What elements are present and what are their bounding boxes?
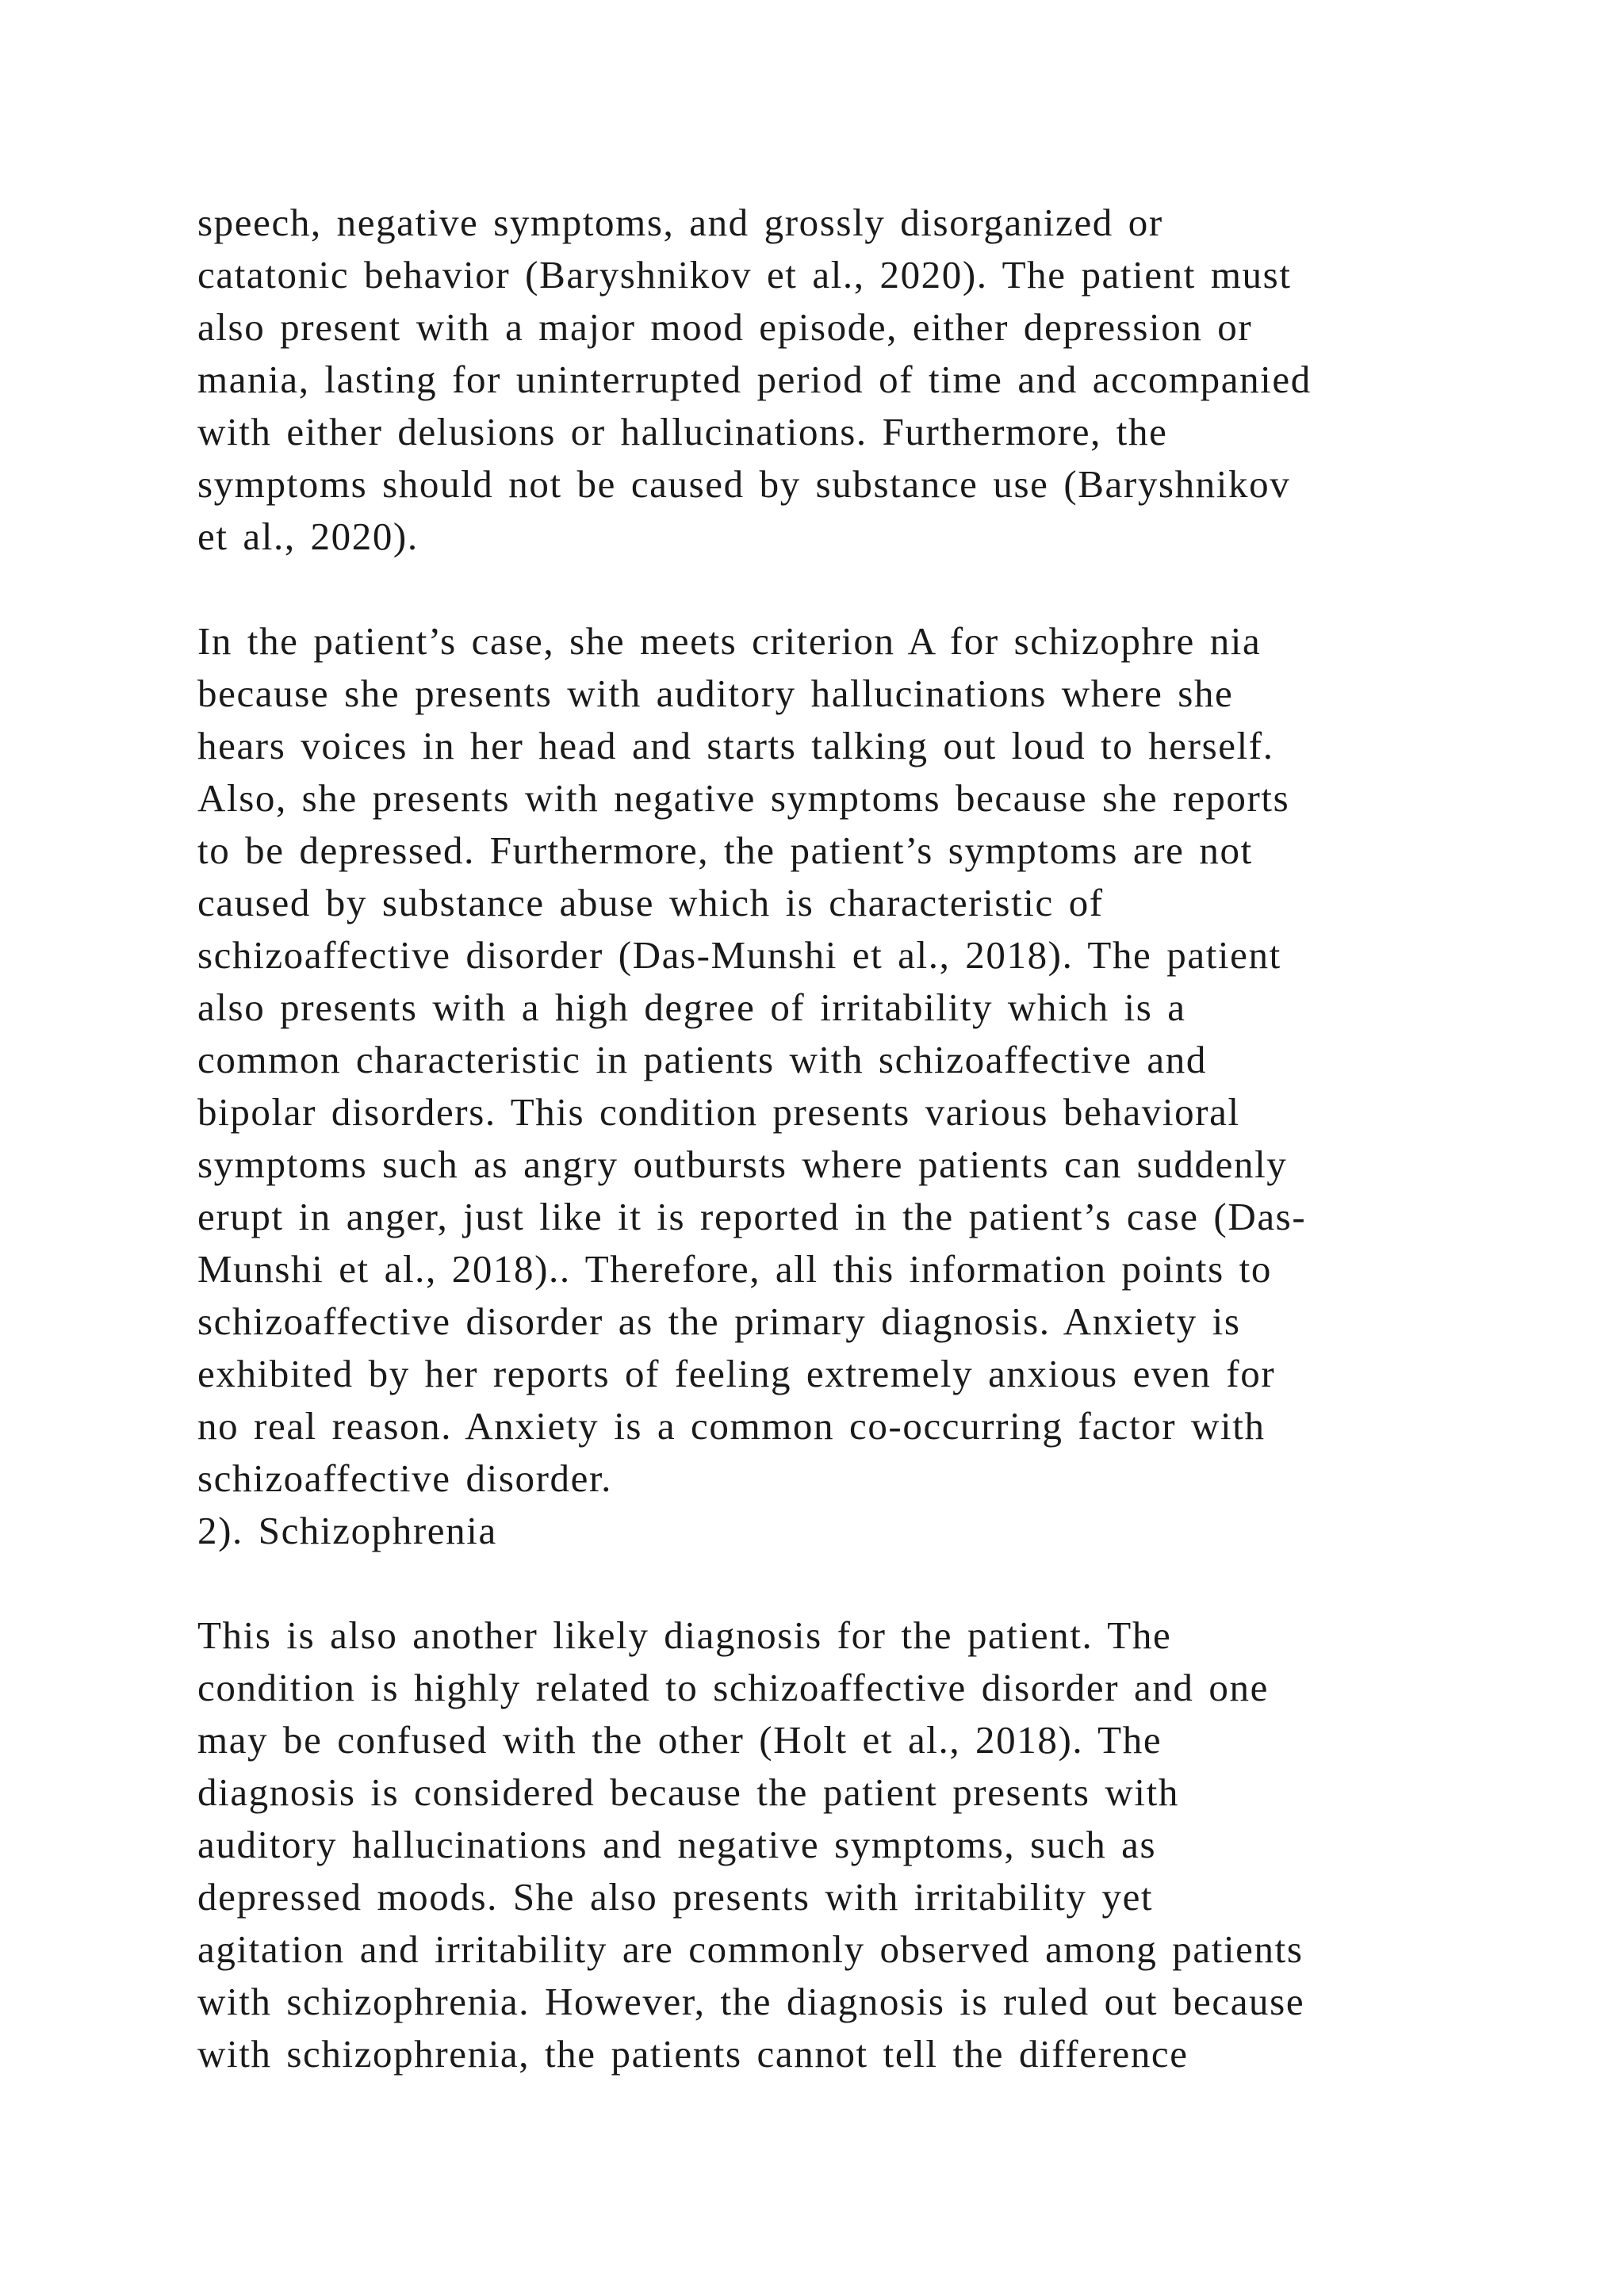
text-line: symptoms should not be caused by substance use (Baryshnikov (197, 462, 1291, 506)
text-line: In the patient’s case, she meets criterion A for schizophre nia (197, 619, 1262, 663)
text-line: depressed moods. She also presents with irritability yet (197, 1875, 1154, 1919)
text-line: to be depressed. Furthermore, the patient’s symptoms are not (197, 828, 1253, 872)
text-line: auditory hallucinations and negative symptoms, such as (197, 1823, 1157, 1866)
text-line: catatonic behavior (Baryshnikov et al., 2020). The patient must (197, 253, 1292, 297)
text-line: schizoaffective disorder (Das-Munshi et al., 2018). The patient (197, 933, 1281, 977)
text-line: diagnosis is considered because the patient presents with (197, 1770, 1179, 1814)
text-line: mania, lasting for uninterrupted period of time and accompanied (197, 358, 1312, 401)
text-line: may be confused with the other (Holt et al., 2018). The (197, 1718, 1162, 1762)
text-line: Also, she presents with negative symptoms because she reports (197, 776, 1290, 820)
text-line: erupt in anger, just like it is reported in the patient’s case (Das- (197, 1195, 1307, 1238)
text-line: et al., 2020). (197, 515, 419, 558)
text-line: no real reason. Anxiety is a common co-occurring factor with (197, 1404, 1266, 1448)
text-line: condition is highly related to schizoaffective disorder and one (197, 1666, 1269, 1709)
text-line: schizoaffective disorder. (197, 1456, 613, 1500)
text-line: common characteristic in patients with schizoaffective and (197, 1038, 1207, 1081)
text-line: because she presents with auditory hallucinations where she (197, 672, 1234, 715)
text-line: schizoaffective disorder as the primary diagnosis. Anxiety is (197, 1299, 1241, 1343)
text-line: with schizophrenia. However, the diagnosis is ruled out because (197, 1980, 1305, 2023)
text-line: Munshi et al., 2018).. Therefore, all this information points to (197, 1247, 1272, 1291)
text-line: also present with a major mood episode, either depression or (197, 305, 1253, 349)
text-line: speech, negative symptoms, and grossly disorganized or (197, 201, 1163, 244)
text-line: agitation and irritability are commonly observed among patients (197, 1927, 1304, 1971)
text-line: caused by substance abuse which is characteristic of (197, 881, 1104, 924)
text-line: with either delusions or hallucinations. Furthermore, the (197, 410, 1168, 453)
text-line: hears voices in her head and starts talking out loud to herself. (197, 724, 1274, 767)
text-line: symptoms such as angry outbursts where patients can suddenly (197, 1142, 1288, 1186)
text-line: bipolar disorders. This condition presents various behavioral (197, 1090, 1240, 1134)
section-heading: 2). Schizophrenia (197, 1509, 497, 1552)
text-line: with schizophrenia, the patients cannot tell the difference (197, 2032, 1189, 2076)
text-line: exhibited by her reports of feeling extremely anxious even for (197, 1352, 1276, 1395)
text-line: also presents with a high degree of irritability which is a (197, 985, 1186, 1029)
text-line: This is also another likely diagnosis for the patient. The (197, 1613, 1172, 1657)
